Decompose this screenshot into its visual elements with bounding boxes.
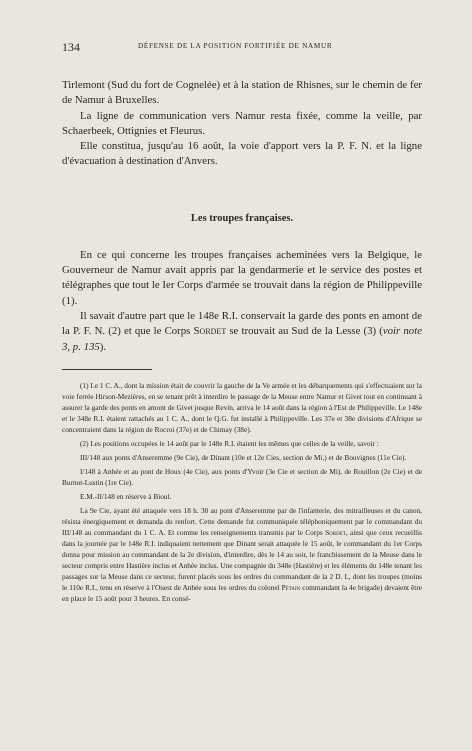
paragraph: La ligne de communication vers Namur resta fixée, comme la veille, par Schaerbeek, Ottignies et Fleurus. (62, 109, 422, 137)
footnote-line: III/148 aux ponts d'Anseremme (9e Cie), de Dinant (10e et 12e Cies, section de Mi.) et de Bouvignes (11e Cie). (80, 452, 407, 462)
section-heading: Les troupes françaises. (190, 212, 294, 224)
text-run: commandant la 4e brigade) devaient être en place le 15 août pour 3 heures. En consé- (62, 582, 422, 603)
main-text (62, 78, 422, 355)
text-run: ). (99, 340, 107, 353)
footnote: (2) Les positions occupées le 14 août par le 148e R.I. étaient les mêmes que celles de la veille, savoir : (80, 438, 379, 448)
text-run: La 9e Cie, ayant été attaquée vers 18 h. 30 au pont d'Anseremme par de l'infanterie, des mitrailleuses et du canon, résista énergiquement et demanda du renfort. Cette demande fut communiquée téléphoniquement par le commandant du III/148 au commandant du 1 C. A. Et comme les renseignements transmis par le Corps (62, 505, 422, 537)
paragraph (62, 309, 422, 355)
small-caps-name: Sordet (325, 527, 346, 537)
running-head: DÉFENSE DE LA POSITION FORTIFIÉE DE NAMUR (138, 42, 333, 50)
page-number: 134 (62, 40, 80, 54)
text-run: Il savait d'autre part que le 148e R.I. conservait la garde des ponts en amont de la P. F. N. (2) et que le Corps (62, 309, 422, 338)
footnote: (1) Le 1 C. A., dont la mission était de couvrir la gauche de la Ve armée et les débarquements qui s'effectuaient sur la voie ferrée Hirson-Mezières, en se tenant prêt à interdire le passage de la Meuse entre Namur et Givet tout en continuant à assurer la garde des ponts en amont de Givet jusque Revin, arriva le 14 août dans la région à l'Est de Philippeville. Le 148e et le 348e R.I. étaient rattachés au 1 C. A., dont le Q.G. fut installé à Philippeville. Les 37e et 38e divisions d'Afrique se concentraient dans la région de Rocroi (37e) et de Chimay (38e). (62, 380, 422, 434)
footnote-line: E.M.-II/148 en réserve à Bioul. (80, 491, 172, 501)
small-caps-name: Sordet (193, 325, 227, 338)
footnote-rule (62, 369, 152, 370)
paragraph: Tirlemont (Sud du fort de Cognelée) et à la station de Rhisnes, sur le chemin de fer de Namur à Bruxelles. (62, 79, 422, 107)
footnote-paragraph (62, 505, 422, 604)
paragraph: En ce qui concerne les troupes françaises acheminées vers la Belgique, le Gouverneur de Namur avait appris par la gendarmerie et le service des postes et télégraphes que tout le Ier Corps d'armée se trouvait dans la région de Philippeville (1). (62, 248, 422, 307)
note-reference: voir note 3, p. 135 (62, 325, 422, 353)
paragraph: Elle constitua, jusqu'au 16 août, la voie d'apport vers la P. F. N. et la ligne d'évacuation à destination d'Anvers. (62, 140, 422, 168)
page-header (62, 40, 422, 56)
footnotes (62, 380, 422, 604)
text-run: se trouvait au Sud de la Lesse (3) ( (226, 325, 383, 338)
footnote-line: I/148 à Anhée et au pont de Houx (4e Cie), aux ponts d'Yvoir (3e Cie et section de Mi), de Rouillon (2e Cie) et de Burnot-Lustin (1re Cie). (62, 466, 422, 487)
text-run: , ainsi que ceux recueillis dans la journée par le 148e R.I. indiquaient nettement que Dinant serait attaquée le 15 août, le commandant du 1er Corps donna pour mission au commandant de la 2e division, d'interdire, dès le 14 au soir, le franchissement de la Meuse dans le secteur compris entre Hastière inclus et Anhée inclus. Une compagnie du 348e (Hastière) et les éléments du 148e tenant les passages sur la Meuse dans ce secteur, furent placés sous les ordres du commandant de la 2 D. I., dont les troupes (moins le 110e R.I., tenu en réserve à l'Ouest de Anhée sous les ordres du colonel (62, 527, 422, 592)
small-caps-name: Pétain (281, 582, 301, 592)
